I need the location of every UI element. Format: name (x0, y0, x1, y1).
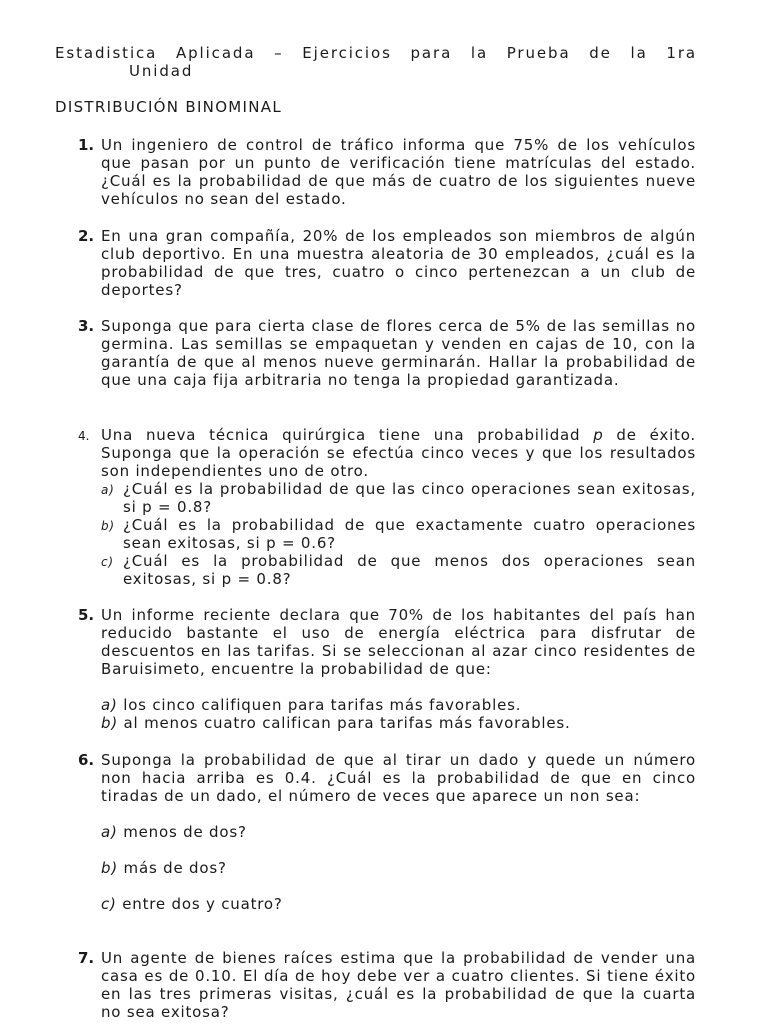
option-a (101, 823, 696, 841)
option-label: a) (101, 696, 118, 714)
exercise-number: 1. (78, 136, 95, 154)
exercise-3 (78, 317, 696, 389)
option-b (101, 714, 696, 732)
exercise-5 (78, 606, 696, 732)
exercise-number: 7. (78, 949, 95, 967)
exercise-number: 6. (78, 751, 95, 769)
subitem-b (101, 516, 696, 552)
exercise-text (101, 426, 696, 480)
exercise-number: 4. (78, 429, 90, 443)
probability-symbol: p (593, 426, 604, 444)
option-label: b) (101, 859, 118, 877)
document-title-continuation: Unidad (129, 62, 194, 80)
exercise-text-part: Una nueva técnica quirúrgica tiene una probabilidad (101, 426, 594, 444)
exercise-2 (78, 227, 696, 299)
exercise-4 (78, 426, 696, 588)
option-text: menos de dos? (117, 823, 247, 841)
option-label: a) (101, 823, 118, 841)
exercise-text: Un ingeniero de control de tráfico informa que 75% de los vehículos que pasan por un punto de verificación tiene matrículas del estado. ¿Cuál es la probabilidad de que más de cuatro de los siguientes nueve vehículos no sean del estado. (101, 136, 696, 208)
subitem-label: b) (101, 519, 115, 533)
exercise-text: Suponga la probabilidad de que al tirar un dado y quede un número non hacia arriba es 0.4. ¿Cuál es la probabilidad de que en cinco tiradas de un dado, el número de veces que aparece un non sea: (101, 751, 696, 805)
exercise-text: Un agente de bienes raíces estima que la probabilidad de vender una casa es de 0.10. El día de hoy debe ver a cuatro clientes. Si tiene éxito en las tres primeras visitas, ¿cuál es la probabilidad de que la cuarta no sea exitosa? (101, 949, 696, 1021)
option-label: c) (101, 895, 117, 913)
option-c (101, 895, 696, 913)
option-text: más de dos? (117, 859, 227, 877)
exercise-text: Suponga que para cierta clase de flores cerca de 5% de las semillas no germina. Las semillas se empaquetan y venden en cajas de 10, con la garantía de que al menos nueve germinarán. Hallar la probabilidad de que una caja fija arbitraria no tenga la propiedad garantizada. (101, 317, 696, 389)
option-a (101, 696, 696, 714)
exercise-7 (78, 949, 696, 1021)
subitem-text: ¿Cuál es la probabilidad de que menos dos operaciones sean exitosas, si p = 0.8? (123, 552, 696, 588)
option-text: los cinco califiquen para tarifas más favorables. (117, 696, 522, 714)
subitem-c (101, 552, 696, 588)
document-title: Estadistica Aplicada – Ejercicios para la Prueba de la 1ra (55, 44, 697, 62)
section-heading: DISTRIBUCIÓN BINOMINAL (55, 98, 283, 116)
subitem-text: ¿Cuál es la probabilidad de que las cinco operaciones sean exitosas, si p = 0.8? (123, 480, 696, 516)
option-text: al menos cuatro califican para tarifas más favorables. (117, 714, 571, 732)
subitem-a (101, 480, 696, 516)
exercise-6 (78, 751, 696, 913)
exercise-number: 3. (78, 317, 95, 335)
subitem-label: c) (101, 555, 114, 569)
exercise-text: Un informe reciente declara que 70% de los habitantes del país han reducido bastante el uso de energía eléctrica para disfrutar de descuentos en las tarifas. Si se seleccionan al azar cinco residentes de Baruisimeto, encuentre la probabilidad de que: (101, 606, 696, 678)
exercise-number: 5. (78, 606, 95, 624)
option-b (101, 859, 696, 877)
exercise-number: 2. (78, 227, 95, 245)
exercise-text: En una gran compañía, 20% de los empleados son miembros de algún club deportivo. En una muestra aleatoria de 30 empleados, ¿cuál es la probabilidad de que tres, cuatro o cinco pertenezcan a un club de deportes? (101, 227, 696, 299)
exercise-text-part: de éxito. Suponga que la operación se efectúa cinco veces y que los resultados son independientes uno de otro. (101, 426, 697, 480)
exercise-1 (78, 136, 696, 208)
subitem-label: a) (101, 483, 115, 497)
subitem-text: ¿Cuál es la probabilidad de que exactamente cuatro operaciones sean exitosas, si p = 0.6? (123, 516, 696, 552)
option-label: b) (101, 714, 118, 732)
option-text: entre dos y cuatro? (116, 895, 283, 913)
